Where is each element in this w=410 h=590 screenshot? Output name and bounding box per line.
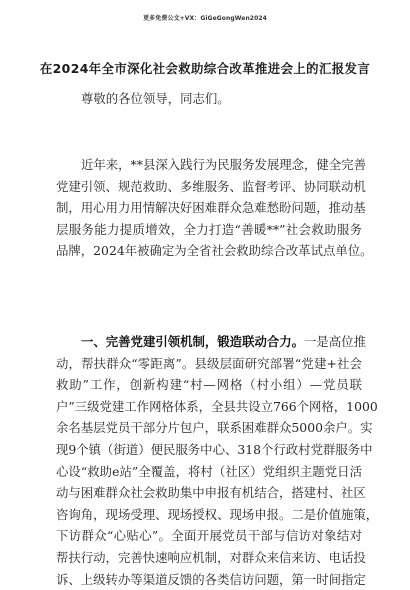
paragraph-line: 动，帮扶群众“零距离”。县级层面研究部署“党建+社会 [56,355,362,371]
paragraph-line: 党建引领、规范救助、多维服务、监督考评、协同联动机 [56,178,366,194]
section-heading: 一、完善党建引领机制，锻造联动合力。 [81,334,305,349]
paragraph-section-one [56,331,379,590]
paragraph-line: 帮扶行动，完善快速响应机制，对群众来信来访、电话投 [56,549,366,565]
paragraph-line: 层服务能力提质增效，全力打造“善暖**”社会救助服务 [56,221,362,237]
paragraph-intro [56,154,373,262]
paragraph-line: 咨询角，现场受理、现场授权、现场申报。二是价值施策， [56,506,379,522]
paragraph-line: 救助”工作，创新构建“村—网格（村小组）—党员联 [56,377,362,393]
greeting-line: 尊敬的各位领导，同志们。 [81,91,230,106]
section-heading-continuation: 一是高位推 [304,334,366,349]
paragraph-line: 现9个镇（街道）便民服务中心、318个行政村党群服务中 [56,441,373,457]
header-note: 更多免费公文+VX：GiGeGongWen2024 [143,15,267,22]
paragraph-line: 近年来，**县深入践行为民服务发展理念，健全完善 [81,157,366,172]
document-title: 在2024年全市深化社会救助综合改革推进会上的汇报发言 [39,61,371,76]
paragraph-line: 制，用心用力用情解决好困难群众急难愁盼问题，推动基 [56,200,366,216]
paragraph-first-line [56,331,366,353]
paragraph-line: 心设“救助e站”全覆盖，将村（社区）党组织主题党日活 [56,463,362,479]
paragraph-line: 下访群众“心贴心”。全面开展党员干部与信访对象结对 [56,528,362,544]
paragraph-line: 余名基层党员干部分片包户，联系困难群众5000余户。实 [56,420,373,436]
paragraph-line: 诉、上级转办等渠道反馈的各类信访问题，第一时间指定 [56,571,366,587]
paragraph-line: 户”三级党建工作网格体系，全县共设立766个网格，1000 [56,398,378,414]
paragraph-line: 动与困难群众社会救助集中申报有机结合，搭建村、社区 [56,485,366,501]
paragraph-line: 品牌，2024年被确定为全省社会救助综合改革试点单位。 [56,243,373,259]
